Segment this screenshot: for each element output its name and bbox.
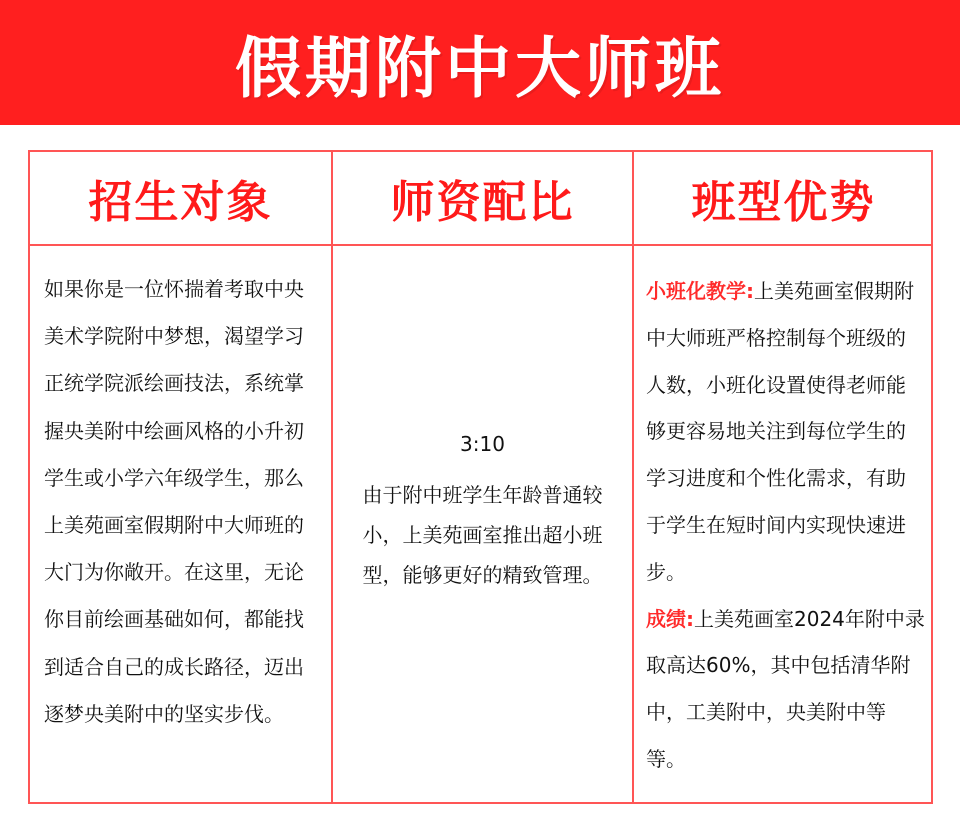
title-banner — [0, 0, 960, 125]
cell-teacher-ratio — [333, 246, 632, 802]
info-table — [28, 150, 933, 804]
heading-teacher-ratio: 师资配比 — [390, 177, 575, 228]
cell-enrollment-target — [30, 246, 331, 802]
advantage-small-class — [646, 268, 925, 596]
ratio-value: 3:10 — [460, 432, 505, 456]
advantage-results — [646, 596, 925, 783]
ratio-description: 由于附中班学生年龄普通较小，上美苑画室推出超小班型，能够更好的精致管理。 — [362, 483, 603, 587]
enrollment-text: 如果你是一位怀揣着考取中央美术学院附中梦想，渴望学习正统学院派绘画技法，系统掌握央美附中绘画风格的小升初学生或小学六年级学生，那么上美苑画室假期附中大师班的大门为你敞开。在这里，无论你目前绘画基础如何，都能找到适合自己的成长路径，迈出逐梦央美附中的坚实步伐。 — [44, 277, 304, 726]
small-class-text: 上美苑画室假期附中大师班严格控制每个班级的人数，小班化设置使得老师能够更容易地关注到每位学生的学习进度和个性化需求，有助于学生在短时间内实现快速进步。 — [646, 279, 914, 584]
results-label: 成绩: — [646, 606, 694, 631]
heading-enrollment-target: 招生对象 — [88, 177, 273, 228]
cell-class-advantages — [634, 246, 933, 802]
results-text: 上美苑画室2024年附中录取高达60%，其中包括清华附中，工美附中，央美附中等等。 — [646, 606, 925, 771]
heading-class-advantages: 班型优势 — [691, 177, 876, 228]
page-title: 假期附中大师班 — [235, 30, 725, 107]
small-class-label: 小班化教学: — [646, 279, 754, 303]
